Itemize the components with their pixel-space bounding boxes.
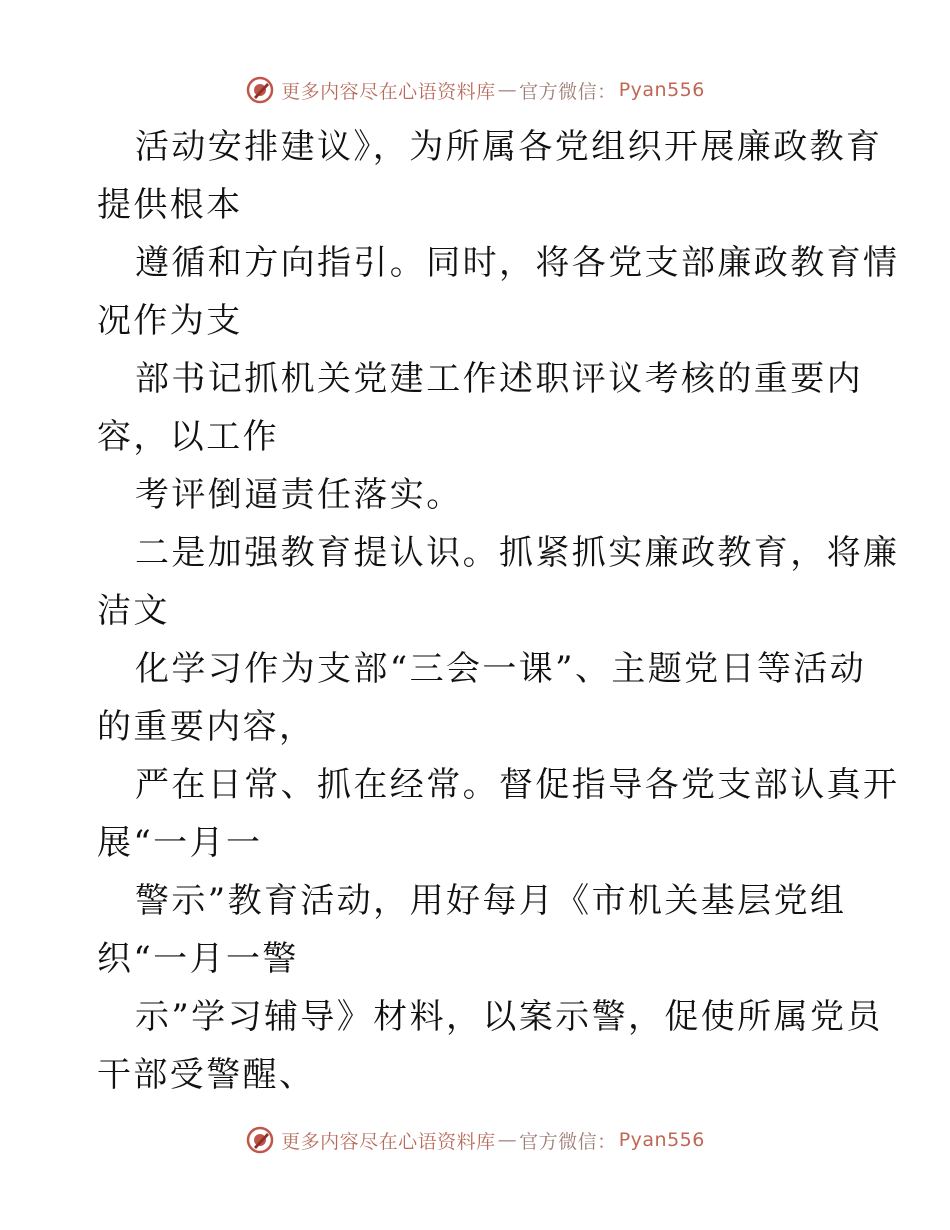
text-line: 严在日常、抓在经常。督促指导各党支部认真开 <box>135 765 900 805</box>
watermark-wechat-id: Pyan556 <box>618 79 705 101</box>
text-line: 考评倒逼责任落实。 <box>135 475 463 515</box>
watermark-text: 更多内容尽在心语资料库 <box>281 80 496 103</box>
watermark-separator: — <box>497 79 518 101</box>
text-line: 的重要内容， <box>97 707 316 747</box>
watermark-wechat-label: 官方微信： <box>519 80 617 103</box>
text-line: 展“一月一 <box>97 823 263 863</box>
footer-watermark <box>0 1122 950 1158</box>
pen-logo-icon <box>245 75 275 105</box>
watermark-separator: — <box>497 1129 518 1151</box>
text-line: 遵循和方向指引。同时，将各党支部廉政教育情 <box>135 243 900 283</box>
text-line: 警示”教育活动，用好每月《市机关基层党组 <box>135 881 847 921</box>
text-line: 洁文 <box>97 591 170 631</box>
text-line: 干部受警醒、 <box>97 1055 316 1095</box>
text-line: 部书记抓机关党建工作述职评议考核的重要内 <box>135 359 863 399</box>
text-line: 况作为支 <box>97 301 243 341</box>
header-watermark <box>0 72 950 108</box>
text-line: 二是加强教育提认识。抓紧抓实廉政教育，将廉 <box>135 533 900 573</box>
text-line: 提供根本 <box>97 185 243 225</box>
document-body <box>97 118 900 1104</box>
text-line: 活动安排建议》，为所属各党组织开展廉政教育 <box>135 127 883 167</box>
watermark-text: 更多内容尽在心语资料库 <box>281 1130 496 1153</box>
text-line: 织“一月一警 <box>97 939 299 979</box>
text-line: 化学习作为支部“三会一课”、主题党日等活动 <box>135 649 867 689</box>
watermark-wechat-label: 官方微信： <box>519 1130 617 1153</box>
text-line: 容，以工作 <box>97 417 279 457</box>
text-line: 示”学习辅导》材料，以案示警，促使所属党员 <box>135 997 883 1037</box>
watermark-wechat-id: Pyan556 <box>618 1129 705 1151</box>
pen-logo-icon <box>245 1125 275 1155</box>
